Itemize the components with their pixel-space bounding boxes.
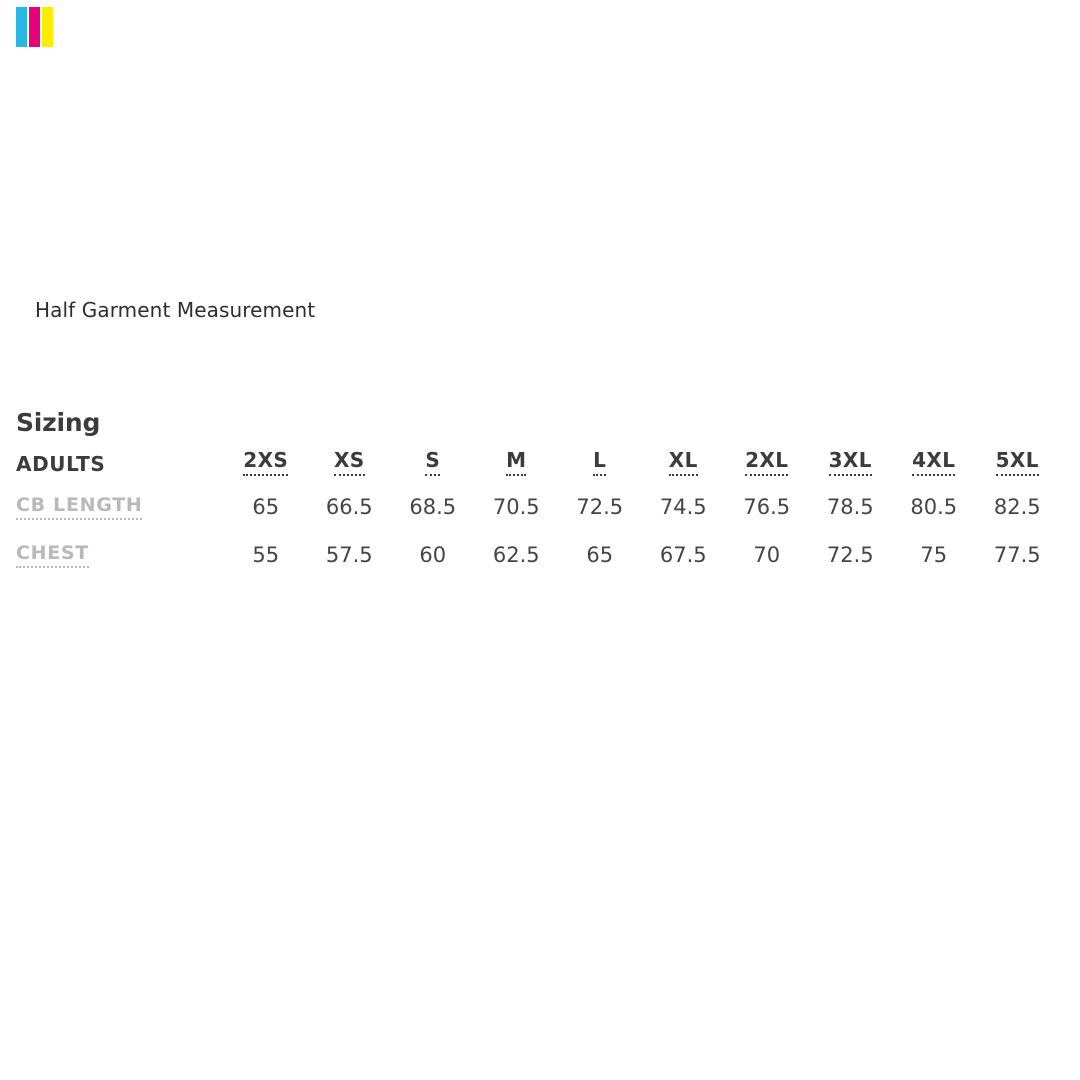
column-header-2xs bbox=[224, 446, 308, 482]
table-row bbox=[16, 482, 1059, 530]
column-header-2xl-label: 2XL bbox=[745, 448, 788, 476]
cell-cb-length-2xs: 65 bbox=[252, 495, 280, 519]
row-label-cb-length bbox=[16, 482, 224, 530]
column-header-3xl-label: 3XL bbox=[829, 448, 872, 476]
cell-cb-length-2xl: 76.5 bbox=[743, 495, 791, 519]
row-label-chest bbox=[16, 530, 224, 578]
cell-cb-length-3xl: 78.5 bbox=[826, 495, 874, 519]
sizing-title: Sizing bbox=[16, 408, 101, 437]
column-header-adults: ADULTS bbox=[16, 452, 106, 476]
column-header-4xl-label: 4XL bbox=[912, 448, 955, 476]
cell-chest-m: 62.5 bbox=[492, 543, 540, 567]
column-header-l-label: L bbox=[593, 448, 606, 476]
column-header-4xl bbox=[892, 446, 976, 482]
cell-cb-length-4xl: 80.5 bbox=[910, 495, 958, 519]
column-header-s bbox=[391, 446, 475, 482]
column-header-m-label: M bbox=[506, 448, 526, 476]
cell-cb-length-m: 70.5 bbox=[492, 495, 540, 519]
column-header-xs bbox=[308, 446, 392, 482]
sizing-table bbox=[16, 446, 1059, 578]
column-header-2xs-label: 2XS bbox=[243, 448, 288, 476]
column-header-5xl-label: 5XL bbox=[996, 448, 1039, 476]
column-header-3xl bbox=[809, 446, 893, 482]
cell-chest-4xl: 75 bbox=[920, 543, 948, 567]
cell-cb-length-5xl: 82.5 bbox=[993, 495, 1041, 519]
cell-chest-xl: 67.5 bbox=[659, 543, 707, 567]
logo-bar-magenta bbox=[29, 7, 40, 47]
logo-bar-yellow bbox=[42, 7, 53, 47]
cell-chest-l: 65 bbox=[586, 543, 614, 567]
column-header-s-label: S bbox=[425, 448, 440, 476]
cell-chest-2xs: 55 bbox=[252, 543, 280, 567]
cell-chest-3xl: 72.5 bbox=[826, 543, 874, 567]
row-label-chest-text: CHEST bbox=[16, 542, 89, 568]
cell-chest-xs: 57.5 bbox=[325, 543, 373, 567]
cell-cb-length-s: 68.5 bbox=[409, 495, 457, 519]
table-row bbox=[16, 530, 1059, 578]
row-label-cb-length-text: CB LENGTH bbox=[16, 494, 142, 520]
cell-cb-length-xl: 74.5 bbox=[659, 495, 707, 519]
cmyk-logo bbox=[16, 7, 53, 47]
column-header-2xl bbox=[725, 446, 809, 482]
cell-chest-5xl: 77.5 bbox=[993, 543, 1041, 567]
cell-chest-2xl: 70 bbox=[753, 543, 781, 567]
table-header-row bbox=[16, 446, 1059, 482]
column-header-xl bbox=[642, 446, 726, 482]
column-header-xs-label: XS bbox=[334, 448, 365, 476]
column-header-xl-label: XL bbox=[669, 448, 698, 476]
cell-cb-length-l: 72.5 bbox=[576, 495, 624, 519]
column-header-m bbox=[475, 446, 559, 482]
logo-bar-cyan bbox=[16, 7, 27, 47]
cell-cb-length-xs: 66.5 bbox=[325, 495, 373, 519]
column-header-5xl bbox=[976, 446, 1060, 482]
measurement-caption: Half Garment Measurement bbox=[35, 298, 316, 322]
column-header-l bbox=[558, 446, 642, 482]
sizing-table-wrapper bbox=[16, 446, 1056, 578]
cell-chest-s: 60 bbox=[419, 543, 447, 567]
